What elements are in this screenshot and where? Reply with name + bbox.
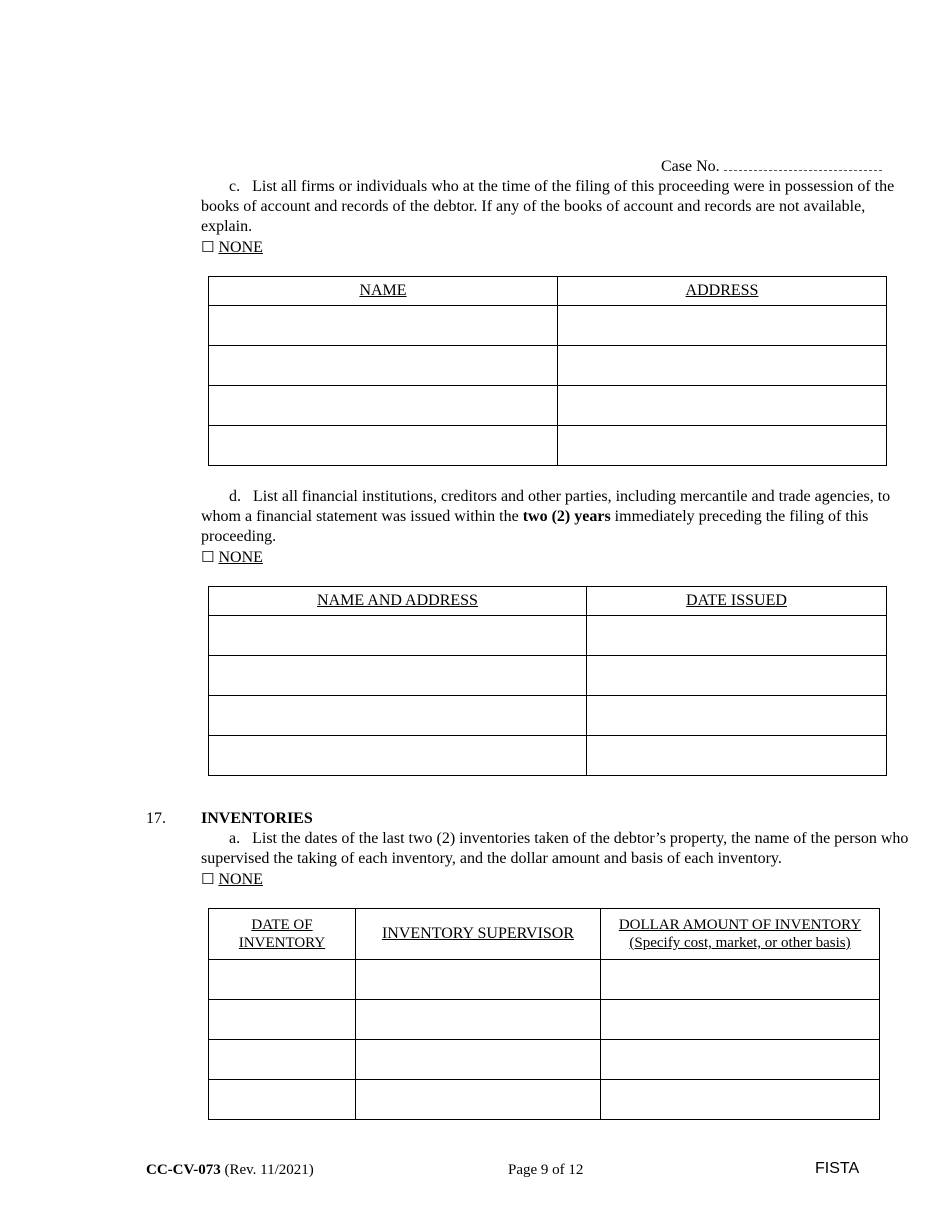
section-17a-none-option[interactable] [201,869,263,890]
table-row [209,1040,880,1080]
table-row [209,306,887,346]
table-row [209,736,887,776]
date-cell[interactable] [209,960,356,1000]
table-row [209,616,887,656]
section-d-bold-period: two (2) years [522,508,611,525]
checkbox-icon[interactable]: ☐ [201,548,215,566]
table-row [209,696,887,736]
amount-cell[interactable] [601,1040,880,1080]
table-row [209,656,887,696]
case-number-label: Case No. [661,158,720,175]
section-c-marker: c. [229,178,241,195]
address-cell[interactable] [558,306,887,346]
amount-cell[interactable] [601,960,880,1000]
date-issued-cell[interactable] [587,656,887,696]
column-header-name-and-address: NAME AND ADDRESS [209,587,587,616]
section-17a-text [201,829,911,869]
table-row [209,960,880,1000]
name-address-cell[interactable] [209,616,587,656]
table-row [209,1000,880,1040]
section-17a-instructions: List the dates of the last two (2) inventories taken of the debtor’s property, the name of the person who supervised the taking of each inventory, and the dollar amount and basis of each inventory. [201,830,909,867]
column-header-dollar-amount: DOLLAR AMOUNT OF INVENTORY (Specify cost, market, or other basis) [601,909,880,960]
name-cell[interactable] [209,306,558,346]
section-17a-marker: a. [229,830,241,847]
column-header-address: ADDRESS [558,277,887,306]
amount-cell[interactable] [601,1080,880,1120]
date-issued-cell[interactable] [587,736,887,776]
section-17-number: 17. [146,810,166,827]
name-address-cell[interactable] [209,696,587,736]
footer-form-id [146,1160,314,1180]
date-issued-cell[interactable] [587,696,887,736]
case-number [661,157,882,177]
date-issued-cell[interactable] [587,616,887,656]
date-cell[interactable] [209,1080,356,1120]
date-cell[interactable] [209,1040,356,1080]
address-cell[interactable] [558,386,887,426]
table-row [209,1080,880,1120]
section-d-none-label: NONE [218,549,263,566]
section-d-text [201,487,911,547]
possession-table [208,276,887,466]
section-17-title: INVENTORIES [201,810,313,827]
form-revision: (Rev. 11/2021) [224,1162,314,1178]
section-c-instructions: List all firms or individuals who at the time of the filing of this proceeding were in possession of the books of account and records of the debtor. If any of the books of account and records are not available, explain. [201,178,895,235]
checkbox-icon[interactable]: ☐ [201,238,215,256]
table-row [209,386,887,426]
supervisor-cell[interactable] [356,1000,601,1040]
table-row [209,426,887,466]
section-d-instructions-end: immediately preceding the filing of this proceeding. [201,508,869,545]
name-cell[interactable] [209,426,558,466]
section-c-none-label: NONE [218,239,263,256]
section-d-marker: d. [229,488,241,505]
inventory-table [208,908,880,1120]
page-number: Page 9 of 12 [508,1162,584,1178]
section-d-none-option[interactable] [201,547,263,568]
column-header-date-issued: DATE ISSUED [587,587,887,616]
column-header-name: NAME [209,277,558,306]
name-cell[interactable] [209,346,558,386]
financial-statement-table [208,586,887,776]
name-address-cell[interactable] [209,656,587,696]
column-header-date-of-inventory: DATE OF INVENTORY [209,909,356,960]
checkbox-icon[interactable]: ☐ [201,870,215,888]
date-cell[interactable] [209,1000,356,1040]
name-address-cell[interactable] [209,736,587,776]
section-d-instructions: List all financial institutions, creditors and other parties, including mercantile and trade agencies, to whom a financial statement was issued within the [201,488,891,525]
table-header-row [209,587,887,616]
amount-cell[interactable] [601,1000,880,1040]
table-row [209,346,887,386]
supervisor-cell[interactable] [356,1080,601,1120]
section-17a-none-label: NONE [218,871,263,888]
supervisor-cell[interactable] [356,1040,601,1080]
address-cell[interactable] [558,346,887,386]
address-cell[interactable] [558,426,887,466]
section-c-text [201,177,911,237]
supervisor-cell[interactable] [356,960,601,1000]
name-cell[interactable] [209,386,558,426]
case-number-field[interactable] [724,158,882,171]
table-header-row [209,909,880,960]
table-header-row [209,277,887,306]
footer-tag: FISTA [815,1160,860,1177]
form-id: CC-CV-073 [146,1162,221,1178]
column-header-inventory-supervisor: INVENTORY SUPERVISOR [356,909,601,960]
section-c-none-option[interactable] [201,237,263,258]
